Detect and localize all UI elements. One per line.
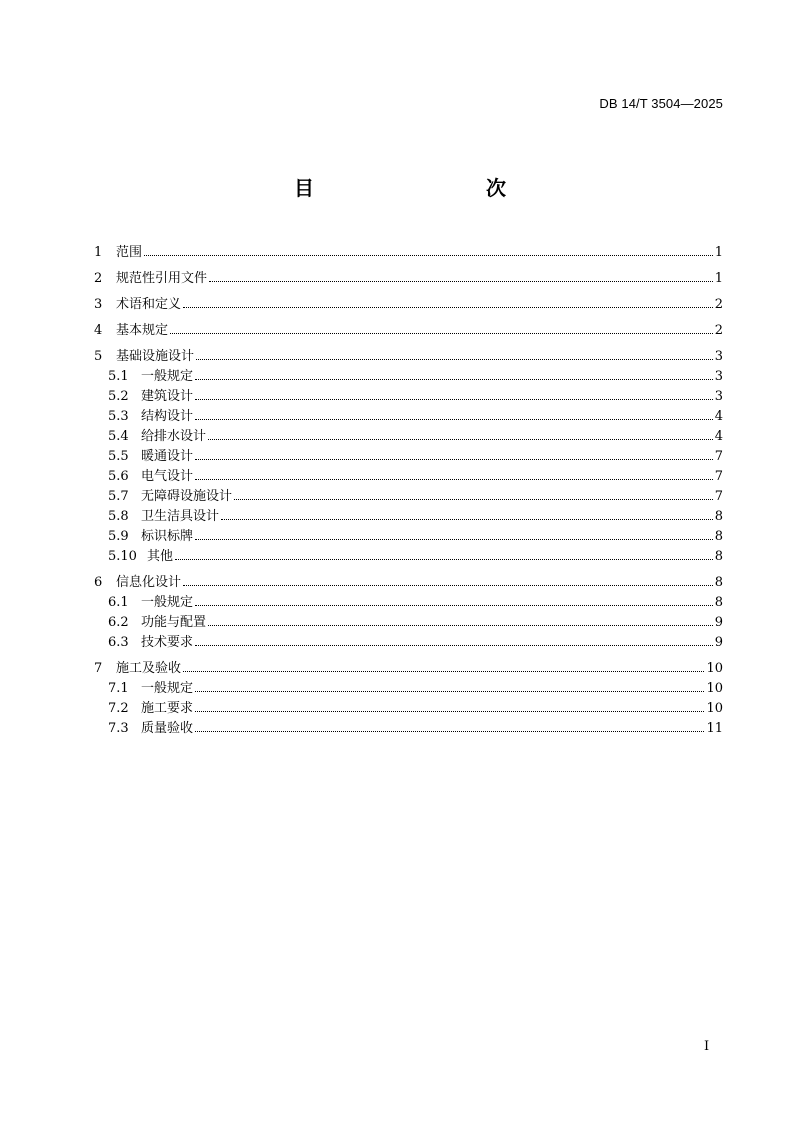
toc-leader-dots: [208, 625, 713, 626]
toc-entry[interactable]: [94, 347, 723, 367]
toc-entry[interactable]: [94, 573, 723, 593]
toc-entry-page: 8: [714, 549, 723, 564]
toc-entry-number: 3: [94, 297, 103, 312]
toc-entry[interactable]: [94, 447, 723, 467]
toc-title: 目 次: [294, 176, 550, 200]
toc-entry-page: 1: [714, 245, 723, 260]
toc-entry-page: 1: [714, 271, 723, 286]
toc-leader-dots: [195, 731, 704, 732]
toc-entry-number: 5.8: [108, 509, 129, 524]
toc-entry-label: 标识标牌: [141, 529, 194, 544]
toc-entry-label: 规范性引用文件: [116, 271, 208, 286]
toc-leader-dots: [195, 691, 704, 692]
toc-entry-page: 3: [714, 349, 723, 364]
toc-entry[interactable]: [94, 243, 723, 263]
toc-entry[interactable]: [94, 633, 723, 653]
toc-entry-label: 其他: [147, 549, 174, 564]
toc-entry[interactable]: [94, 269, 723, 289]
toc-entry-number: 7.2: [108, 701, 129, 716]
toc-leader-dots: [195, 539, 713, 540]
toc-entry[interactable]: [94, 367, 723, 387]
toc-leader-dots: [195, 711, 704, 712]
toc-entry-number: 5.4: [108, 429, 129, 444]
toc-entry-page: 7: [714, 489, 723, 504]
toc-entry-label: 信息化设计: [116, 575, 182, 590]
toc-entry-label: 无障碍设施设计: [141, 489, 233, 504]
toc-entry[interactable]: [94, 387, 723, 407]
toc-entry-number: 1: [94, 245, 103, 260]
toc-leader-dots: [195, 479, 713, 480]
toc-entry-number: 5.1: [108, 369, 129, 384]
toc-entry-label: 技术要求: [141, 635, 194, 650]
toc-leader-dots: [170, 333, 713, 334]
toc-entry-label: 卫生洁具设计: [141, 509, 220, 524]
toc-entry-page: 3: [714, 389, 723, 404]
toc-entry[interactable]: [94, 593, 723, 613]
toc-entry[interactable]: [94, 719, 723, 739]
toc-entry-number: 5.9: [108, 529, 129, 544]
table-of-contents: [94, 243, 723, 739]
page-number: I: [704, 1039, 710, 1054]
toc-entry-number: 6.2: [108, 615, 129, 630]
toc-leader-dots: [221, 519, 713, 520]
toc-entry-number: 5.10: [108, 549, 137, 564]
toc-entry-number: 5.6: [108, 469, 129, 484]
toc-entry-label: 一般规定: [141, 369, 194, 384]
toc-entry-label: 一般规定: [141, 595, 194, 610]
toc-entry-page: 3: [714, 369, 723, 384]
toc-entry-page: 10: [706, 661, 723, 676]
toc-entry-label: 施工要求: [141, 701, 194, 716]
toc-leader-dots: [195, 399, 713, 400]
toc-entry-number: 5.7: [108, 489, 129, 504]
toc-entry-number: 7: [94, 661, 103, 676]
toc-entry-page: 2: [714, 297, 723, 312]
toc-entry[interactable]: [94, 699, 723, 719]
toc-leader-dots: [209, 281, 713, 282]
toc-leader-dots: [195, 419, 713, 420]
toc-entry-page: 7: [714, 469, 723, 484]
toc-entry-page: 7: [714, 449, 723, 464]
toc-leader-dots: [195, 379, 713, 380]
toc-entry-label: 基础设施设计: [116, 349, 195, 364]
toc-entry-label: 功能与配置: [141, 615, 207, 630]
toc-leader-dots: [144, 255, 713, 256]
toc-entry-label: 施工及验收: [116, 661, 182, 676]
toc-entry-label: 暖通设计: [141, 449, 194, 464]
toc-entry-page: 4: [714, 429, 723, 444]
toc-entry-page: 10: [706, 701, 723, 716]
toc-entry-number: 6: [94, 575, 103, 590]
toc-entry-page: 4: [714, 409, 723, 424]
toc-leader-dots: [183, 307, 713, 308]
toc-entry-label: 范围: [116, 245, 143, 260]
toc-entry-page: 9: [714, 635, 723, 650]
toc-entry[interactable]: [94, 321, 723, 341]
toc-leader-dots: [195, 645, 713, 646]
toc-entry-page: 8: [714, 509, 723, 524]
toc-entry-page: 2: [714, 323, 723, 338]
toc-entry[interactable]: [94, 507, 723, 527]
toc-entry-page: 8: [714, 529, 723, 544]
toc-entry[interactable]: [94, 467, 723, 487]
toc-entry-label: 一般规定: [141, 681, 194, 696]
toc-entry-label: 术语和定义: [116, 297, 182, 312]
standard-code: DB 14/T 3504—2025: [599, 96, 723, 111]
toc-entry[interactable]: [94, 427, 723, 447]
toc-leader-dots: [183, 671, 704, 672]
toc-entry-page: 9: [714, 615, 723, 630]
toc-entry[interactable]: [94, 295, 723, 315]
toc-leader-dots: [234, 499, 713, 500]
toc-leader-dots: [196, 359, 713, 360]
toc-entry[interactable]: [94, 407, 723, 427]
toc-entry-number: 6.3: [108, 635, 129, 650]
toc-leader-dots: [175, 559, 713, 560]
toc-entry[interactable]: [94, 659, 723, 679]
toc-leader-dots: [183, 585, 713, 586]
toc-entry-number: 5: [94, 349, 103, 364]
toc-entry[interactable]: [94, 613, 723, 633]
toc-entry-number: 7.1: [108, 681, 129, 696]
toc-entry-label: 给排水设计: [141, 429, 207, 444]
toc-entry-page: 10: [706, 681, 723, 696]
toc-entry-label: 建筑设计: [141, 389, 194, 404]
toc-entry-number: 6.1: [108, 595, 129, 610]
toc-entry-number: 5.3: [108, 409, 129, 424]
toc-entry-number: 4: [94, 323, 103, 338]
toc-entry-label: 结构设计: [141, 409, 194, 424]
toc-leader-dots: [195, 605, 713, 606]
toc-entry-page: 8: [714, 595, 723, 610]
toc-entry-label: 电气设计: [141, 469, 194, 484]
toc-entry-label: 质量验收: [141, 721, 194, 736]
toc-entry-page: 8: [714, 575, 723, 590]
toc-entry-number: 5.2: [108, 389, 129, 404]
toc-leader-dots: [208, 439, 713, 440]
toc-entry-label: 基本规定: [116, 323, 169, 338]
toc-entry-number: 7.3: [108, 721, 129, 736]
toc-entry[interactable]: [94, 487, 723, 507]
toc-entry-number: 5.5: [108, 449, 129, 464]
toc-entry-page: 11: [706, 721, 723, 736]
toc-entry[interactable]: [94, 679, 723, 699]
toc-entry-number: 2: [94, 271, 103, 286]
toc-leader-dots: [195, 459, 713, 460]
toc-entry[interactable]: [94, 547, 723, 567]
toc-entry[interactable]: [94, 527, 723, 547]
